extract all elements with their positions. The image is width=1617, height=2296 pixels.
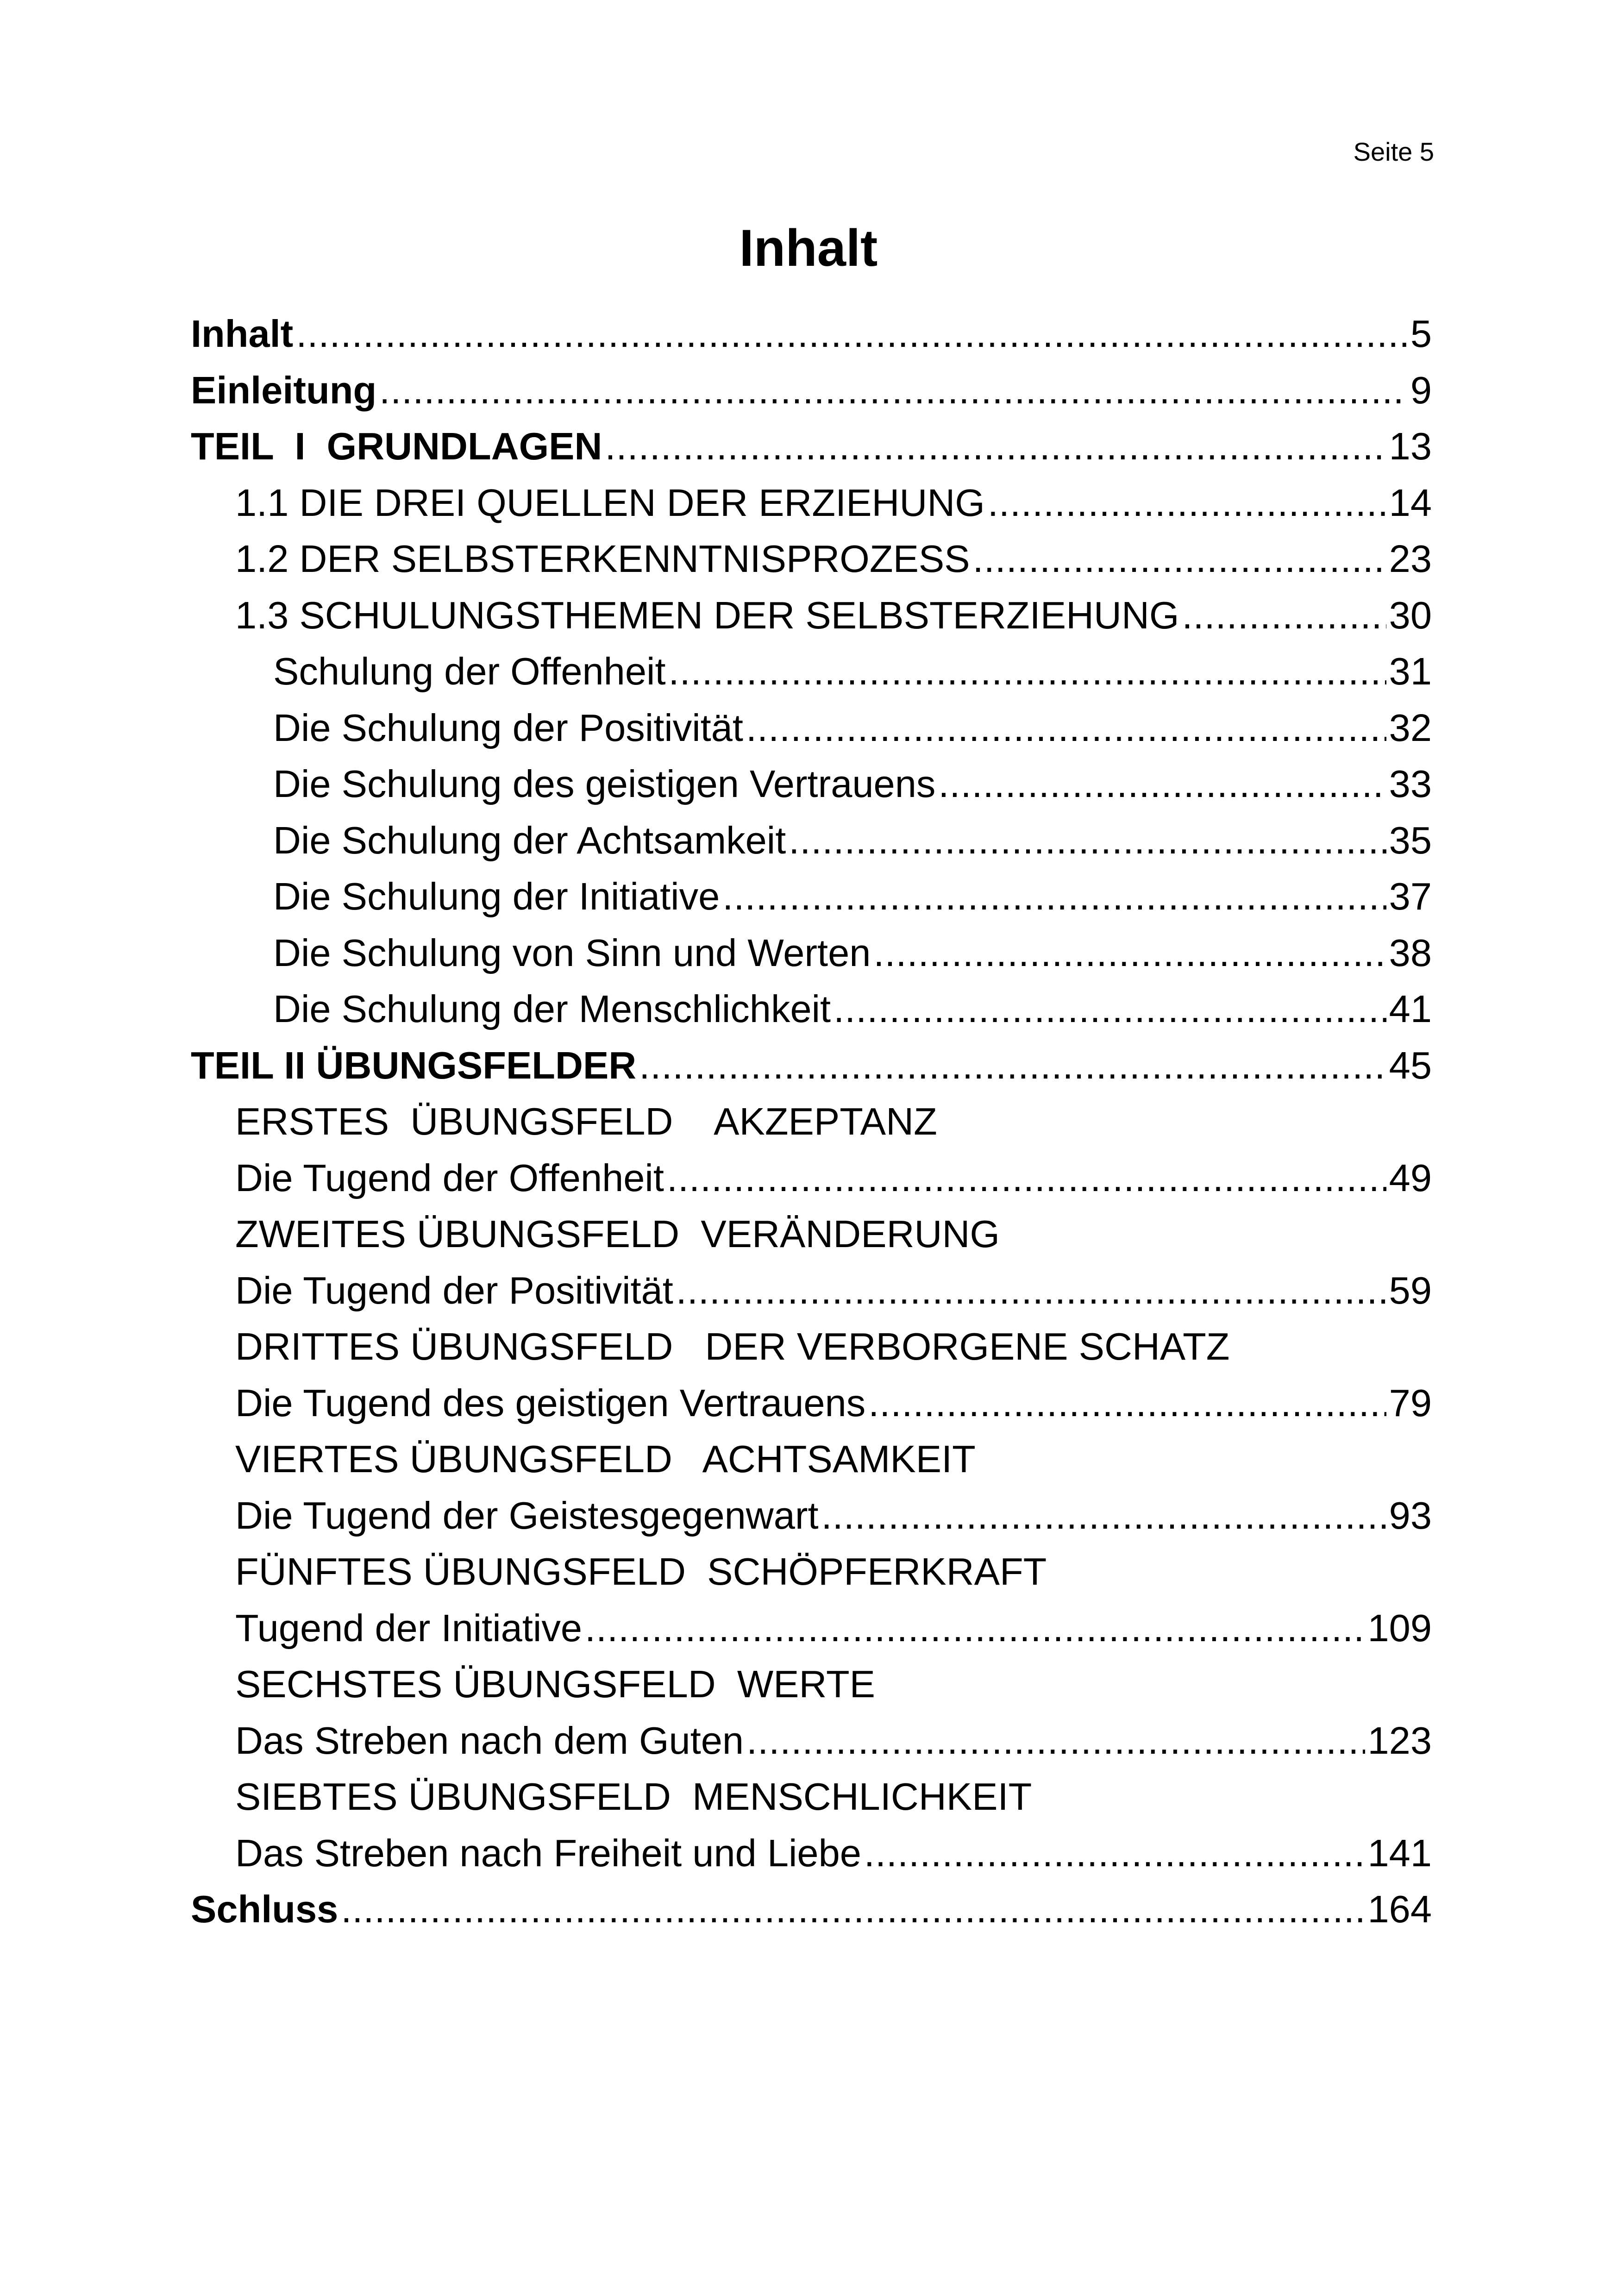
- toc-dot-leader: [938, 765, 1386, 803]
- toc-entry-label: ZWEITES ÜBUNGSFELD VERÄNDERUNG: [235, 1212, 1000, 1256]
- toc-entry-label: Einleitung: [191, 368, 377, 412]
- toc-entry[interactable]: [191, 643, 1432, 700]
- toc-entry-label: Das Streben nach dem Guten: [235, 1719, 744, 1762]
- toc-dot-leader: [868, 1384, 1386, 1422]
- toc-entry[interactable]: [191, 868, 1432, 925]
- toc-entry[interactable]: [191, 1037, 1432, 1094]
- toc-entry[interactable]: [191, 587, 1432, 644]
- toc-entry[interactable]: [191, 1713, 1432, 1769]
- toc-entry[interactable]: [191, 700, 1432, 756]
- toc-entry-page-number: 123: [1367, 1719, 1432, 1762]
- toc-entry[interactable]: [191, 362, 1432, 419]
- toc-entry-label: Das Streben nach Freiheit und Liebe: [235, 1831, 861, 1875]
- toc-entry[interactable]: [191, 981, 1432, 1037]
- toc-section-heading[interactable]: [191, 1431, 1432, 1487]
- toc-dot-leader: [341, 1890, 1365, 1928]
- toc-entry-label: FÜNFTES ÜBUNGSFELD SCHÖPFERKRAFT: [235, 1550, 1047, 1593]
- toc-entry[interactable]: [191, 1487, 1432, 1544]
- toc-entry-page-number: 23: [1389, 537, 1432, 581]
- toc-entry[interactable]: [191, 1262, 1432, 1319]
- toc-dot-leader: [1182, 596, 1386, 634]
- toc-entry-label: Die Schulung der Positivität: [273, 706, 743, 749]
- page-title: Inhalt: [739, 219, 878, 277]
- toc-section-heading[interactable]: [191, 1093, 1432, 1150]
- toc-dot-leader: [746, 1721, 1365, 1760]
- toc-section-heading[interactable]: [191, 1206, 1432, 1262]
- toc-entry-page-number: 32: [1389, 706, 1432, 749]
- toc-entry-page-number: 38: [1389, 931, 1432, 974]
- toc-dot-leader: [821, 1496, 1386, 1535]
- toc-dot-leader: [834, 990, 1386, 1028]
- toc-entry-page-number: 164: [1367, 1888, 1432, 1931]
- toc-dot-leader: [379, 371, 1408, 409]
- toc-entry-page-number: 141: [1367, 1831, 1432, 1875]
- toc-dot-leader: [988, 483, 1386, 522]
- toc-entry-page-number: 13: [1389, 425, 1432, 468]
- toc-entry-label: 1.2 DER SELBSTERKENNTNISPROZESS: [235, 537, 970, 581]
- toc-dot-leader: [789, 821, 1386, 859]
- toc-dot-leader: [676, 1271, 1386, 1310]
- toc-entry-page-number: 14: [1389, 481, 1432, 524]
- toc-entry-page-number: 31: [1389, 650, 1432, 693]
- toc-dot-leader: [973, 539, 1386, 578]
- toc-entry-label: Die Tugend des geistigen Vertrauens: [235, 1381, 866, 1424]
- toc-dot-leader: [873, 934, 1386, 972]
- toc-entry-page-number: 59: [1389, 1268, 1432, 1312]
- toc-entry-label: Die Tugend der Positivität: [235, 1268, 673, 1312]
- toc-entry-page-number: 9: [1410, 368, 1432, 412]
- toc-entry-label: VIERTES ÜBUNGSFELD ACHTSAMKEIT: [235, 1437, 976, 1481]
- toc-entry-label: Tugend der Initiative: [235, 1606, 582, 1650]
- toc-dot-leader: [864, 1834, 1365, 1872]
- toc-entry-label: TEIL II ÜBUNGSFELDER: [191, 1043, 637, 1087]
- toc-entry[interactable]: [191, 1600, 1432, 1656]
- toc-entry-label: DRITTES ÜBUNGSFELD DER VERBORGENE SCHATZ: [235, 1325, 1230, 1368]
- toc-entry-page-number: 49: [1389, 1156, 1432, 1199]
- toc-entry-label: TEIL I GRUNDLAGEN: [191, 425, 602, 468]
- toc-entry-page-number: 5: [1410, 312, 1432, 356]
- toc-entry-label: 1.1 DIE DREI QUELLEN DER ERZIEHUNG: [235, 481, 985, 524]
- toc-entry-page-number: 30: [1389, 593, 1432, 637]
- toc-entry-label: Die Tugend der Offenheit: [235, 1156, 664, 1199]
- toc-entry-label: Die Schulung des geistigen Vertrauens: [273, 762, 936, 806]
- toc-entry-label: Die Schulung der Menschlichkeit: [273, 987, 831, 1031]
- toc-entry-label: Die Schulung von Sinn und Werten: [273, 931, 871, 974]
- toc-entry-label: Inhalt: [191, 312, 294, 356]
- toc-entry-label: 1.3 SCHULUNGSTHEMEN DER SELBSTERZIEHUNG: [235, 593, 1179, 637]
- toc-dot-leader: [605, 427, 1386, 465]
- toc-entry[interactable]: [191, 306, 1432, 362]
- toc-entry-page-number: 93: [1389, 1493, 1432, 1537]
- toc-entry-label: Schulung der Offenheit: [273, 650, 666, 693]
- toc-section-heading[interactable]: [191, 1543, 1432, 1600]
- toc-entry[interactable]: [191, 756, 1432, 812]
- toc-dot-leader: [746, 709, 1386, 747]
- toc-entry[interactable]: [191, 1150, 1432, 1206]
- toc-section-heading[interactable]: [191, 1318, 1432, 1375]
- toc-entry[interactable]: [191, 475, 1432, 531]
- toc-dot-leader: [667, 1159, 1386, 1197]
- toc-dot-leader: [585, 1609, 1365, 1647]
- toc-entry[interactable]: [191, 531, 1432, 587]
- toc-entry-page-number: 35: [1389, 818, 1432, 862]
- toc-dot-leader: [722, 877, 1386, 916]
- toc-entry-label: ERSTES ÜBUNGSFELD AKZEPTANZ: [235, 1100, 937, 1143]
- toc-entry-page-number: 37: [1389, 875, 1432, 918]
- toc-dot-leader: [296, 314, 1408, 353]
- toc-entry[interactable]: [191, 1825, 1432, 1882]
- toc-entry-page-number: 33: [1389, 762, 1432, 806]
- toc-entry-label: Die Schulung der Achtsamkeit: [273, 818, 786, 862]
- toc-entry[interactable]: [191, 1375, 1432, 1431]
- table-of-contents: [191, 306, 1432, 1938]
- toc-section-heading[interactable]: [191, 1769, 1432, 1825]
- toc-entry[interactable]: [191, 418, 1432, 475]
- toc-entry-label: SIEBTES ÜBUNGSFELD MENSCHLICHKEIT: [235, 1775, 1032, 1819]
- toc-section-heading[interactable]: [191, 1656, 1432, 1713]
- toc-entry-label: Die Schulung der Initiative: [273, 875, 720, 918]
- toc-entry-label: SECHSTES ÜBUNGSFELD WERTE: [235, 1662, 876, 1706]
- toc-dot-leader: [669, 652, 1386, 690]
- toc-entry-label: Schluss: [191, 1888, 338, 1931]
- toc-entry[interactable]: [191, 812, 1432, 869]
- toc-entry-page-number: 109: [1367, 1606, 1432, 1650]
- toc-entry-page-number: 79: [1389, 1381, 1432, 1424]
- toc-entry[interactable]: [191, 1881, 1432, 1938]
- toc-entry[interactable]: [191, 925, 1432, 981]
- toc-entry-label: Die Tugend der Geistesgegenwart: [235, 1493, 819, 1537]
- toc-dot-leader: [639, 1046, 1386, 1085]
- page-number: Seite 5: [1353, 137, 1434, 166]
- toc-entry-page-number: 45: [1389, 1043, 1432, 1087]
- toc-entry-page-number: 41: [1389, 987, 1432, 1031]
